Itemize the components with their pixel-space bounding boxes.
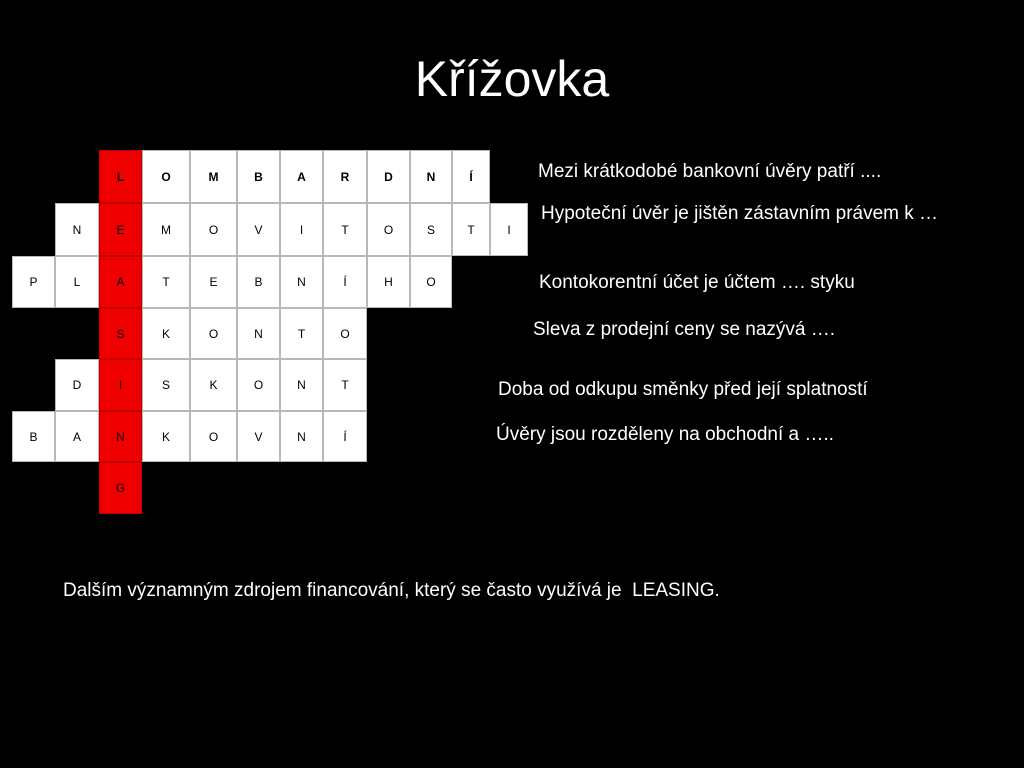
crossword-cell: V (237, 203, 280, 256)
crossword-cell: O (190, 411, 237, 462)
crossword-cell: K (142, 411, 190, 462)
crossword-cell: Í (323, 411, 367, 462)
crossword-cell: O (367, 203, 410, 256)
crossword-cell: Í (452, 150, 490, 203)
crossword-cell: Í (323, 256, 367, 308)
crossword-cell: A (280, 150, 323, 203)
crossword-cell: K (190, 359, 237, 411)
solution-cell: G (99, 462, 142, 514)
crossword-cell: N (280, 256, 323, 308)
crossword-cell: M (190, 150, 237, 203)
crossword-cell: T (280, 308, 323, 359)
crossword-cell: O (142, 150, 190, 203)
clue-5: Doba od odkupu směnky před její splatností (498, 379, 868, 400)
crossword-cell: N (280, 411, 323, 462)
solution-cell: E (99, 203, 142, 256)
crossword-cell: D (55, 359, 99, 411)
crossword-cell: D (367, 150, 410, 203)
crossword-cell: I (280, 203, 323, 256)
crossword-cell: N (410, 150, 452, 203)
crossword-cell: M (142, 203, 190, 256)
clue-4: Sleva z prodejní ceny se nazývá …. (533, 319, 836, 340)
crossword-cell: T (142, 256, 190, 308)
crossword-cell: P (12, 256, 55, 308)
crossword-cell: S (410, 203, 452, 256)
solution-cell: A (99, 256, 142, 308)
crossword-cell: K (142, 308, 190, 359)
solution-cell: L (99, 150, 142, 203)
crossword-cell: T (452, 203, 490, 256)
crossword-cell: V (237, 411, 280, 462)
crossword-cell: O (410, 256, 452, 308)
solution-cell: S (99, 308, 142, 359)
crossword-cell: B (237, 256, 280, 308)
crossword-cell: B (237, 150, 280, 203)
clue-2: Hypoteční úvěr je jištěn zástavním právem k … (541, 203, 939, 224)
crossword-cell: S (142, 359, 190, 411)
crossword-cell: L (55, 256, 99, 308)
clue-3: Kontokorentní účet je účtem …. styku (539, 272, 855, 293)
crossword-cell: R (323, 150, 367, 203)
slide-title: Křížovka (414, 51, 610, 107)
crossword-cell: E (190, 256, 237, 308)
solution-cell: I (99, 359, 142, 411)
solution-cell: N (99, 411, 142, 462)
crossword-cell: N (55, 203, 99, 256)
crossword-cell: H (367, 256, 410, 308)
clue-1: Mezi krátkodobé bankovní úvěry patří .... (538, 161, 882, 182)
crossword-cell: N (280, 359, 323, 411)
crossword-cell: B (12, 411, 55, 462)
crossword-cell: I (490, 203, 528, 256)
crossword-cell: A (55, 411, 99, 462)
crossword-cell: T (323, 203, 367, 256)
crossword-cell: O (190, 203, 237, 256)
crossword-cell: O (323, 308, 367, 359)
crossword-cell: T (323, 359, 367, 411)
leasing-note: Dalším významným zdrojem financování, který se často využívá je LEASING. (63, 580, 720, 601)
crossword-cell: O (190, 308, 237, 359)
crossword-cell: O (237, 359, 280, 411)
clue-6: Úvěry jsou rozděleny na obchodní a ….. (496, 424, 834, 445)
crossword-cell: N (237, 308, 280, 359)
